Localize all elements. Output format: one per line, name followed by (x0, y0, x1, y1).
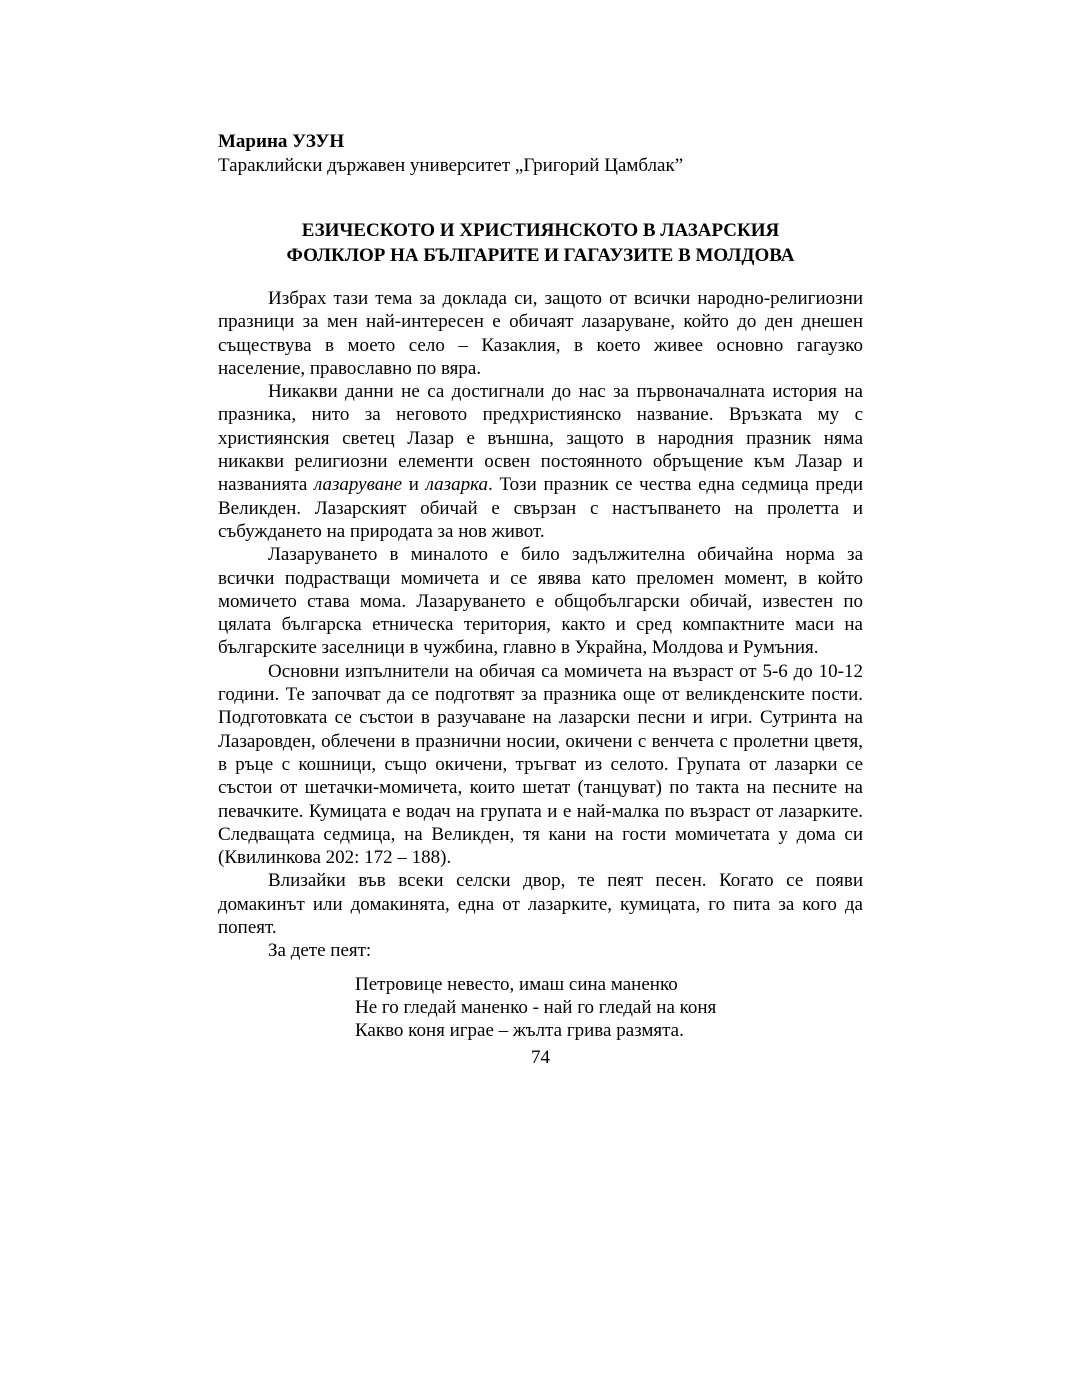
paragraph-2 (218, 380, 863, 543)
page-number: 74 (531, 1046, 550, 1068)
document-page (218, 130, 863, 1070)
term-lazarka: лазарка (425, 474, 488, 496)
paragraph-6: За дете пеят: (268, 940, 372, 962)
article-title (218, 218, 863, 268)
paragraph-3: Лазаруването в миналото е било задължителна обичайна норма за всички подрастващи момичета и се явява като преломен момент, в който момичето става мома. Лазаруването е общобългарски обичай, известен по цялата българска етническа територия, както и сред компактните маси на българските заселници в чужбина, главно в Украйна, Молдова и Румъния. (218, 544, 863, 659)
paragraph-2-text-b: . Този празник се чества една седмица преди Великден. Лазарският обичай е свързан с настъпването на пролетта и събуждането на природата за нов живот. (218, 474, 864, 542)
verse-line-3: Какво коня играе – жълта грива размята. (355, 1020, 684, 1042)
paragraph-5: Влизайки във всеки селски двор, те пеят песен. Когато се появи домакинът или домакинята, една от лазарките, кумицата, го пита за кого да попеят. (218, 870, 863, 939)
title-line-1: ЕЗИЧЕСКОТО И ХРИСТИЯНСКОТО В ЛАЗАРСКИЯ (301, 220, 780, 241)
article-body (218, 287, 863, 963)
paragraph-1: Избрах тази тема за доклада си, защото от всички народно-религиозни празници за мен най-интересен е обичаят лазаруване, който до ден днешен съществува в моето село – Казаклия, в което живее основно гагаузко население, православно по вяра. (218, 288, 863, 379)
verse-line-2: Не го гледай маненко - най го гледай на коня (355, 996, 717, 1018)
term-lazaruvane: лазаруване (314, 474, 403, 496)
song-verse (355, 973, 863, 1043)
title-line-2: ФОЛКЛОР НА БЪЛГАРИТЕ И ГАГАУЗИТЕ В МОЛДОВА (286, 245, 795, 266)
paragraph-4: Основни изпълнители на обичая са момичета на възраст от 5-6 до 10-12 години. Те започват да се подготвят за празника още от великденските пости. Подготовката се състои в разучаване на лазарски песни и игри. Сутринта на Лазаровден, облечени в празнични носии, окичени с венчета с пролетни цветя, в ръце с кошници, също окичени, тръгват из селото. Групата от лазарки се състои от шетачки-момичета, които шетат (танцуват) по такта на песните на певачките. Кумицата е водач на групата и е най-малка по възраст от лазарките. Следващата седмица, на Великден, тя кани на гости момичетата у дома си (Квилинкова 202: 172 – 188). (218, 660, 863, 869)
paragraph-2-text-a: Никакви данни не са достигнали до нас за първоначалната история на празника, нито за неговото предхристиянско название. Връзката му с християнския светец Лазар е външна, защото в народния празник няма никакви религиозни елементи освен постоянното обръщение към Лазар и названията (218, 381, 863, 496)
paragraph-2-and: и (402, 474, 426, 496)
verse-line-1: Петровице невесто, имаш сина маненко (355, 973, 678, 995)
author-name: Марина УЗУН (218, 131, 345, 152)
author-affiliation: Тараклийски държавен университет „Григорий Цамблак” (218, 155, 684, 176)
